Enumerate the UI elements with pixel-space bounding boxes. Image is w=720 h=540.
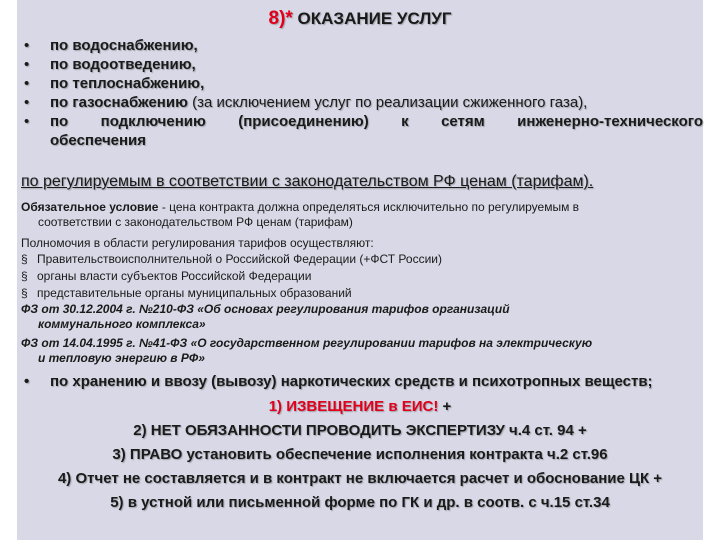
- numbered-item: 4) Отчет не составляется и в контракт не включается расчет и обоснование ЦК +: [57, 470, 663, 487]
- condition: Обязательное условие - цена контракта должна определяться исключительно по регулируемым в соответствии с законодательством РФ ценам (тарифам): [21, 200, 580, 229]
- services-list: [17, 36, 703, 150]
- numbered-item: 3) ПРАВО установить обеспечение исполнения контракта ч.2 ст.96: [112, 446, 608, 463]
- list-item: • по водоотведению,: [24, 56, 196, 73]
- square-bullet-icon: §: [21, 286, 28, 300]
- gas-note: (за исключением услуг по реализации сжиженного газа),: [192, 94, 588, 111]
- bullet-icon: •: [24, 94, 30, 111]
- law-reference: ФЗ от 30.12.2004 г. №210-ФЗ «Об основах регулирования тарифов организаций коммунального комплекса»: [21, 302, 510, 331]
- bullet-icon: •: [24, 75, 30, 92]
- list-item: • по газоснабжению (за исключением услуг по реализации сжиженного газа),: [24, 94, 588, 111]
- numbered-item: 1) ИЗВЕЩЕНИЕ в ЕИС! +: [268, 398, 452, 415]
- power-item: § органы власти субъектов Российской Федерации: [21, 269, 312, 283]
- bullet-icon: •: [24, 113, 30, 130]
- list-item: • по водоснабжению,: [24, 37, 198, 54]
- subheading: по регулируемым в соответствии с законодательством РФ ценам (тарифам).: [21, 173, 594, 190]
- bullet-icon: •: [24, 373, 30, 390]
- connection-line: по подключению (присоединению) к сетям инженерно-технического: [50, 113, 703, 130]
- bullet-icon: •: [24, 56, 30, 73]
- power-item: § представительные органы муниципальных образований: [21, 286, 352, 300]
- power-item: § Правительствоисполнительной о Российской Федерации (+ФСТ России): [21, 252, 442, 266]
- page-title: [17, 8, 703, 30]
- title-number: 8)*: [268, 8, 293, 29]
- connection-cont: обеспечения: [50, 132, 147, 149]
- square-bullet-icon: §: [21, 252, 28, 266]
- numbered-item: 5) в устной или письменной форме по ГК и др. в соотв. с ч.15 ст.34: [110, 494, 610, 511]
- bullet-icon: •: [24, 37, 30, 54]
- law-reference: ФЗ от 14.04.1995 г. №41-ФЗ «О государственном регулировании тарифов на электрическую и тепловую энергию в РФ»: [21, 336, 593, 365]
- slide: 8)* ОКАЗАНИЕ УСЛУГ • по водоснабжению, • по водоотведению, • по теплоснабжению, • по газоснабжению (за исключением услуг по реализации сжиженного газа), • по подключению (присоединению) к сетям инженерно-технического обеспечения по регулируемым в соответствии с законодательством РФ ценам (тарифам). Обязательное условие - цена контракта должна определяться исключительно по регулируемым в соответствии с законодательством РФ ценам (тарифам) Полномочия в области регулирования тарифов осуществляют: § Правительствоисполнительной о Российской Федерации (+ФСТ России) § органы власти субъектов Российской Федерации § представительные органы муниципальных образований ФЗ от 30.12.2004 г. №210-ФЗ «Об основах регулирования тарифов организаций коммунального комплекса» ФЗ от 14.04.1995 г. №41-ФЗ «О государственном регулировании тарифов на электрическую и тепловую энергию в РФ» • по хранению и ввозу (вывозу) наркотических средств и психотропных веществ; 1) ИЗВЕЩЕНИЕ в ЕИС! + 2) НЕТ ОБЯЗАННОСТИ ПРОВОДИТЬ ЭКСПЕРТИЗУ ч.4 ст. 94 + 3) ПРАВО установить обеспечение исполнения контракта ч.2 ст.96 4) Отчет не составляется и в контракт не включается расчет и обоснование ЦК + 5) в устной или письменной форме по ГК и др. в соотв. с ч.15 ст.34: [17, 0, 703, 540]
- condition-label: Обязательное условие: [21, 200, 159, 214]
- list-item: [17, 112, 703, 150]
- powers-intro: Полномочия в области регулирования тарифов осуществляют:: [21, 236, 374, 250]
- title-text: ОКАЗАНИЕ УСЛУГ: [297, 9, 452, 28]
- square-bullet-icon: §: [21, 269, 28, 283]
- list-item: • по теплоснабжению,: [24, 75, 205, 92]
- numbered-item: 2) НЕТ ОБЯЗАННОСТИ ПРОВОДИТЬ ЭКСПЕРТИЗУ ч.4 ст. 94 +: [133, 422, 587, 439]
